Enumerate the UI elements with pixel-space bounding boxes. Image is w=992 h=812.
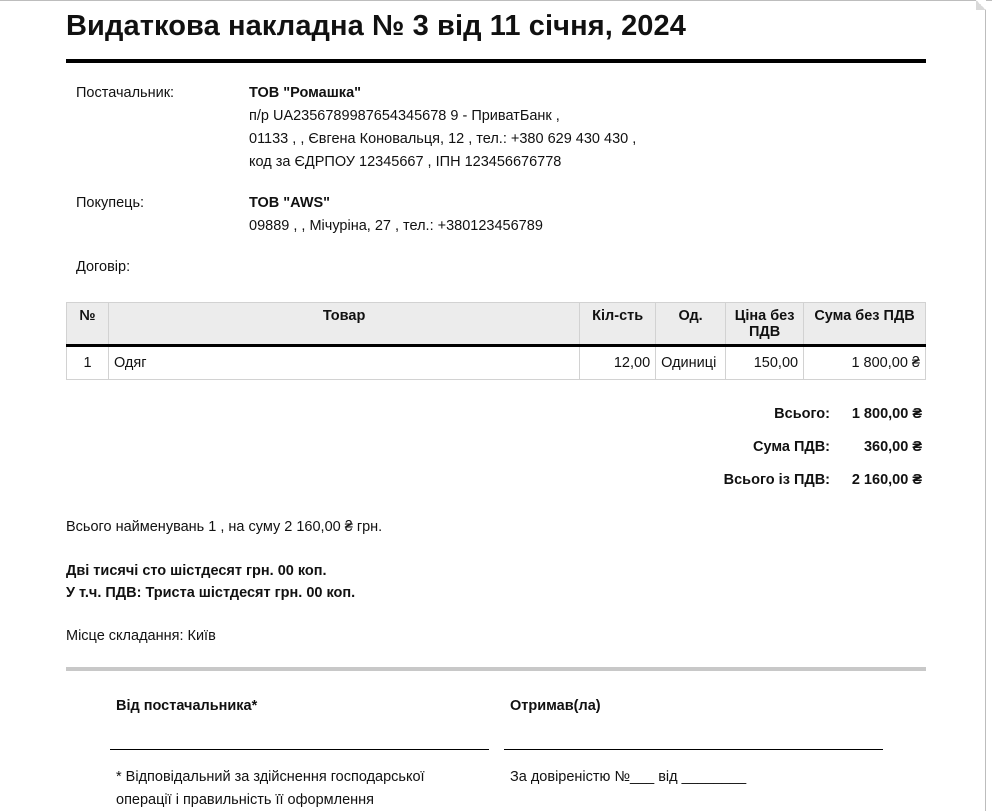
page-edge-top (0, 0, 992, 1)
row-item: Одяг (108, 346, 579, 380)
supplier-details (249, 82, 849, 174)
table-row (67, 346, 926, 380)
supplier-bank-account: п/р UA2356789987654345678 9 - ПриватБанк , (249, 108, 560, 124)
receiver-signature-line (504, 749, 883, 750)
grand-total-label: Всього із ПДВ: (723, 472, 830, 488)
supplier-label: Постачальник: (76, 85, 175, 101)
note-line-2: операції і правильність її оформлення (116, 792, 375, 808)
receiver-signature-heading: Отримав(ла) (510, 698, 601, 714)
row-sum: 1 800,00 ₴ (804, 346, 926, 380)
page-edge-right (985, 0, 986, 811)
header-quantity: Кіл-сть (580, 303, 656, 346)
contract-label: Договір: (76, 259, 131, 275)
header-price: Ціна без ПДВ (726, 303, 804, 346)
grand-total-value: 2 160,00 ₴ (851, 472, 922, 488)
title-divider (66, 59, 926, 63)
section-divider (66, 667, 926, 671)
row-quantity: 12,00 (580, 346, 656, 380)
buyer-details (249, 192, 849, 238)
header-unit: Од. (656, 303, 726, 346)
header-number: № (67, 303, 109, 346)
items-table (66, 302, 926, 380)
buyer-label: Покупець: (76, 195, 145, 211)
header-sum: Сума без ПДВ (804, 303, 926, 346)
place-of-issue: Місце складання: Київ (66, 628, 216, 644)
supplier-signature-heading: Від постачальника* (116, 698, 258, 714)
items-count-summary: Всього найменувань 1 , на суму 2 160,00 ₴ грн. (66, 519, 383, 535)
total-value: 1 800,00 ₴ (851, 406, 922, 422)
header-item: Товар (108, 303, 579, 346)
row-unit: Одиниці (656, 346, 726, 380)
supplier-address: 01133 , , Євгена Коновальця, 12 , тел.: +380 629 430 430 , (249, 131, 637, 147)
document-title: Видаткова накладна № 3 від 11 січня, 2024 (66, 10, 686, 42)
total-label: Всього: (774, 406, 830, 422)
row-price: 150,00 (726, 346, 804, 380)
page-corner-fold (976, 0, 986, 10)
amount-in-words: Дві тисячі сто шістдесят грн. 00 коп. (66, 563, 327, 579)
note-line-1: * Відповідальний за здійснення господарської (116, 769, 425, 785)
buyer-address: 09889 , , Мічуріна, 27 , тел.: +380123456789 (249, 218, 543, 234)
table-header-row (67, 303, 926, 346)
supplier-responsibility-note (116, 766, 425, 812)
proxy-note: За довіреністю №___ від ________ (510, 769, 747, 785)
supplier-signature-line (110, 749, 489, 750)
buyer-name: ТОВ "AWS" (249, 195, 331, 211)
vat-label: Сума ПДВ: (752, 439, 830, 455)
vat-value: 360,00 ₴ (863, 439, 922, 455)
supplier-name: ТОВ "Ромашка" (249, 85, 362, 101)
row-number: 1 (67, 346, 109, 380)
supplier-codes: код за ЄДРПОУ 12345667 , ІПН 123456676778 (249, 154, 562, 170)
vat-in-words: У т.ч. ПДВ: Триста шістдесят грн. 00 коп. (66, 585, 356, 601)
